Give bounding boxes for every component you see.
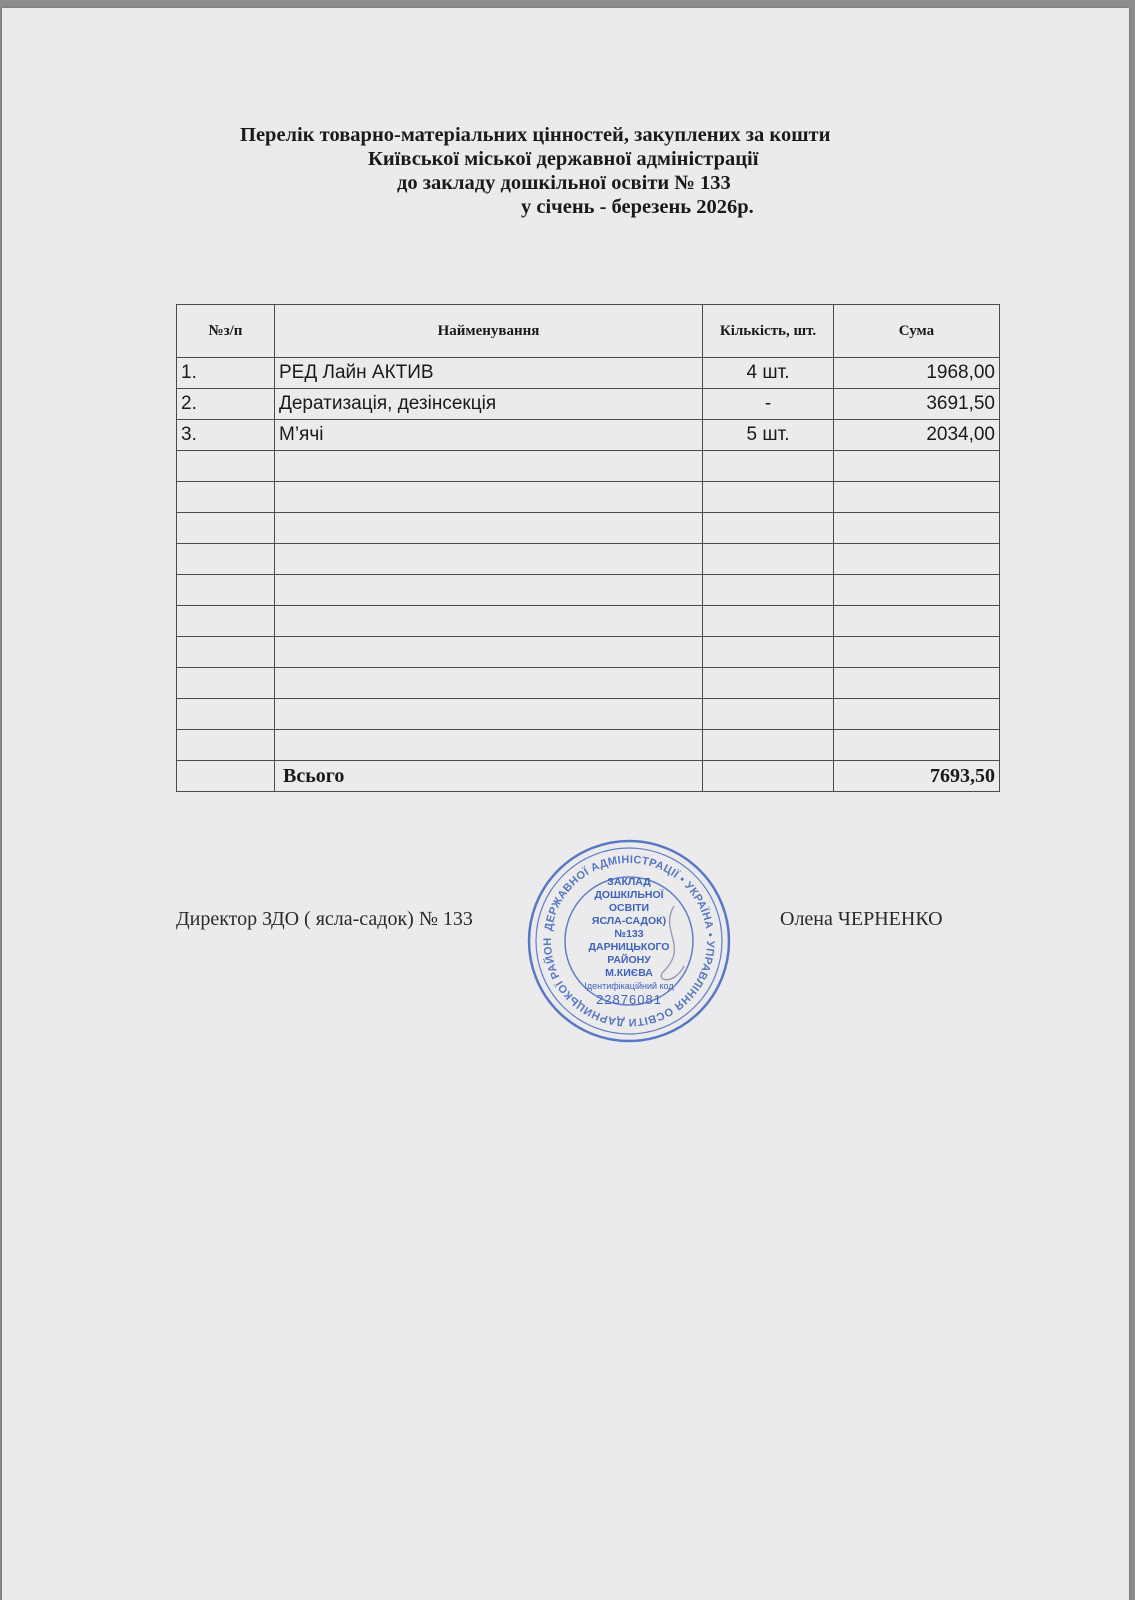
empty-row <box>177 575 1000 606</box>
row-name: Дератизація, дезінсекція <box>275 389 703 420</box>
row-sum: 2034,00 <box>834 420 1000 451</box>
empty-row <box>177 606 1000 637</box>
empty-row <box>177 699 1000 730</box>
row-num: 1. <box>177 358 275 389</box>
document-page <box>2 8 1129 1600</box>
row-name: М’ячі <box>275 420 703 451</box>
row-qty: - <box>703 389 834 420</box>
empty-row <box>177 482 1000 513</box>
title-line-1: Перелік товарно-матеріальних цінностей, закуплених за кошти <box>240 124 831 146</box>
stamp-center-text: ЗАКЛАД ДОШКІЛЬНОЇ ОСВІТИ ЯСЛА-САДОК) №133 ДАРНИЦЬКОГО РАЙОНУ М.КИЄВА Ідентифікаційний код 22876081 <box>584 876 674 1007</box>
row-name: РЕД Лайн АКТИВ <box>275 358 703 389</box>
row-num: 3. <box>177 420 275 451</box>
director-name: Олена ЧЕРНЕНКО <box>780 908 943 930</box>
table-row <box>177 389 1000 420</box>
title-line-2: Київської міської державної адміністрації <box>368 148 759 170</box>
empty-row <box>177 544 1000 575</box>
empty-row <box>177 637 1000 668</box>
director-position: Директор ЗДО ( ясла-садок) № 133 <box>176 908 473 930</box>
row-qty: 4 шт. <box>703 358 834 389</box>
header-name: Найменування <box>275 305 703 358</box>
header-sum: Сума <box>834 305 1000 358</box>
total-sum: 7693,50 <box>834 761 1000 792</box>
total-row <box>177 761 1000 792</box>
table-row <box>177 420 1000 451</box>
header-num: №з/п <box>177 305 275 358</box>
header-qty: Кількість, шт. <box>703 305 834 358</box>
empty-row <box>177 451 1000 482</box>
table-row <box>177 358 1000 389</box>
title-line-4: у січень - березень 2026р. <box>521 196 754 218</box>
title-line-3: до закладу дошкільної освіти № 133 <box>397 172 731 194</box>
table-header-row <box>177 305 1000 358</box>
empty-row <box>177 730 1000 761</box>
row-sum: 3691,50 <box>834 389 1000 420</box>
total-label: Всього <box>275 761 703 792</box>
empty-row <box>177 513 1000 544</box>
stamp-ring-text: ДЕРЖАВНОЇ АДМІНІСТРАЦІЇ • УКРАЇНА • УПРАВЛІННЯ ОСВІТИ ДАРНИЦЬКОЇ РАЙОН <box>541 853 717 1029</box>
row-qty: 5 шт. <box>703 420 834 451</box>
empty-row <box>177 668 1000 699</box>
official-stamp <box>524 836 734 1046</box>
row-sum: 1968,00 <box>834 358 1000 389</box>
row-num: 2. <box>177 389 275 420</box>
items-table <box>176 304 1000 792</box>
